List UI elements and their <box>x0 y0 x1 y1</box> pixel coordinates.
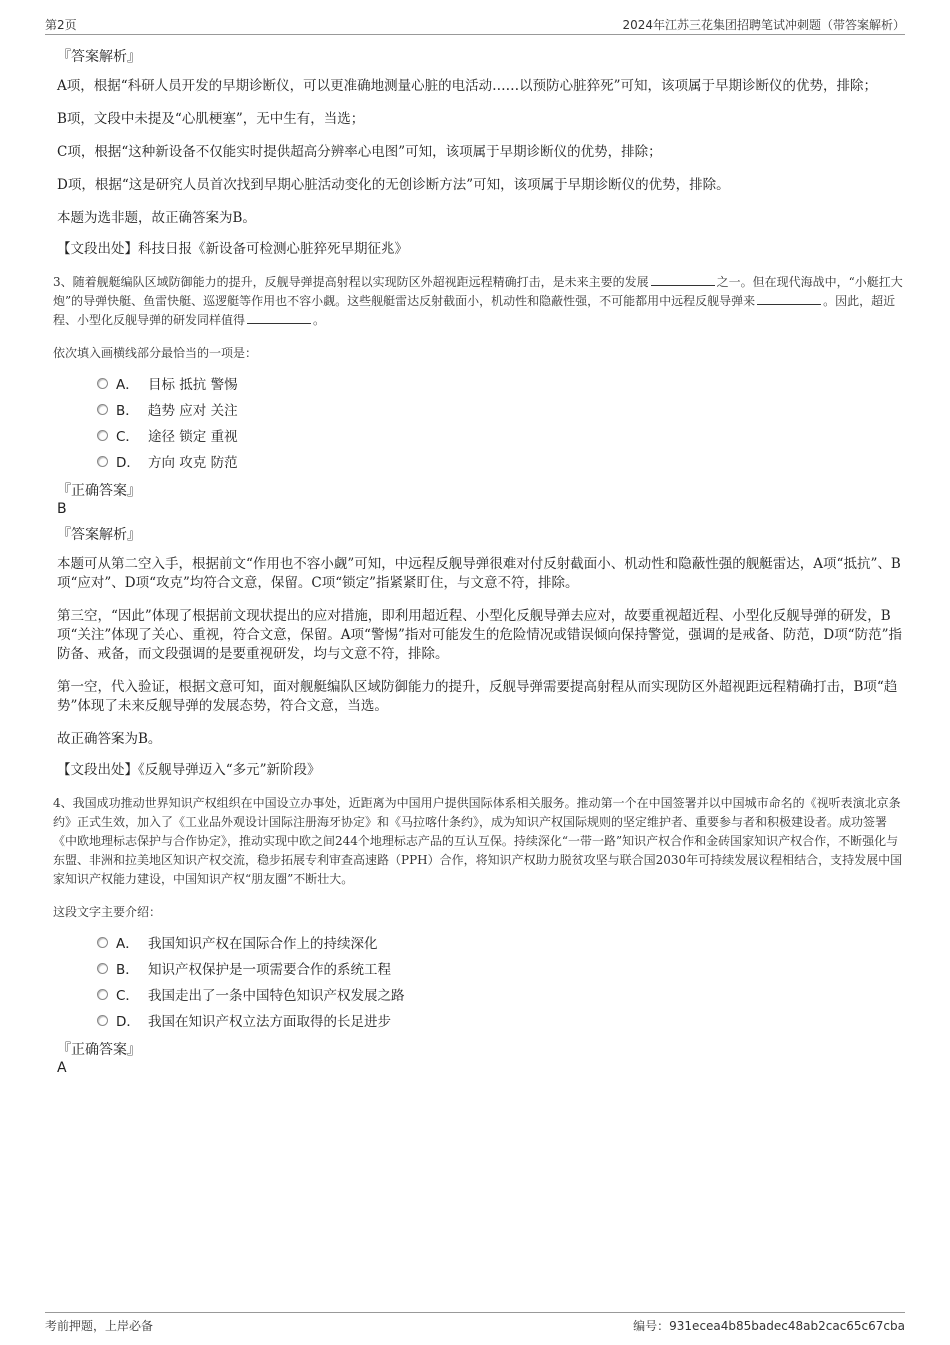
q3-option-a[interactable]: A． 目标 抵抗 警惕 <box>97 370 905 396</box>
q4-question-text: 4、我国成功推动世界知识产权组织在中国设立办事处，近距离为中国用户提供国际体系相关服务。推动第一个在中国签署并以中国城市命名的《视听表演北京条约》正式生效，加入了《工业品外观设计国际注册海牙协定》和《马拉喀什条约》，成为知识产权国际规则的坚定维护者、重要参与者和积极建设者。成功签署《中欧地理标志保护与合作协定》，推动实现中欧之间244个地理标志产品的互认互保。持续深化“一带一路”知识产权合作和金砖国家知识产权合作，不断强化与东盟、非洲和拉美地区知识产权交流，稳步拓展专利审查高速路（PPH）合作，将知识产权助力脱贫攻坚与联合国2030年可持续发展议程相结合，支持发展中国家知识产权能力建设，中国知识产权“朋友圈”不断壮大。 <box>53 796 903 886</box>
blank-line <box>757 292 821 305</box>
q3-option-d[interactable]: D． 方向 攻克 防范 <box>97 448 905 474</box>
q3-analysis-para: 本题可从第二空入手，根据前文“作用也不容小觑”可知，中远程反舰导弹很难对付反射截面小、机动性和隐蔽性强的舰艇雷达，A项“抵抗”、B项“应对”、D项“攻克”均符合文意，保留。C项“锁定”指紧紧盯住，与文意不符，排除。 <box>57 556 901 591</box>
q4-option-a[interactable]: A． 我国知识产权在国际合作上的持续深化 <box>97 929 905 955</box>
q4-prompt: 这段文字主要介绍： <box>53 905 162 919</box>
radio-button-icon[interactable] <box>97 989 108 1000</box>
page-header <box>45 14 905 35</box>
q3-source: 【文段出处】《反舰导弹迈入“多元”新阶段》 <box>57 762 321 778</box>
page-content <box>45 40 905 1077</box>
q4-option-d[interactable]: D． 我国在知识产权立法方面取得的长足进步 <box>97 1007 905 1033</box>
radio-button-icon[interactable] <box>97 430 108 441</box>
q3-option-c[interactable]: C． 途径 锁定 重视 <box>97 422 905 448</box>
radio-button-icon[interactable] <box>97 963 108 974</box>
q3-conclusion: 故正确答案为B。 <box>57 731 162 747</box>
q4-option-b[interactable]: B． 知识产权保护是一项需要合作的系统工程 <box>97 955 905 981</box>
q2-analysis-para: C项，根据“这种新设备不仅能实时提供超高分辨率心电图”可知，该项属于早期诊断仪的优势，排除； <box>57 144 662 160</box>
page-footer <box>45 1312 905 1335</box>
radio-button-icon[interactable] <box>97 404 108 415</box>
q3-analysis-para: 第三空，“因此”体现了根据前文现状提出的应对措施，即利用超近程、小型化反舰导弹去应对，故要重视超近程、小型化反舰导弹的研发，B项“关注”体现了关心、重视，符合文意，保留。A项“警惕”指对可能发生的危险情况或错误倾向保持警觉，强调的是戒备、防范，D项“防范”指防备、戒备，而文段强调的是要重视研发，均与文意不符，排除。 <box>57 608 902 662</box>
q4-answer: A <box>57 1060 67 1076</box>
q4-answer-label: 『正确答案』 <box>57 1042 141 1058</box>
q3-options <box>97 370 905 474</box>
q3-answer: B <box>57 501 67 517</box>
q4-options <box>97 929 905 1033</box>
q2-analysis-para: D项，根据“这是研究人员首次找到早期心脏活动变化的无创诊断方法”可知，该项属于早期诊断仪的优势，排除。 <box>57 177 730 193</box>
q3-analysis-label: 『答案解析』 <box>57 527 141 543</box>
radio-button-icon[interactable] <box>97 1015 108 1026</box>
q2-conclusion: 本题为选非题，故正确答案为B。 <box>57 210 256 226</box>
q3-question-text: 3、随着舰艇编队区域防御能力的提升，反舰导弹提高射程以实现防区外超视距远程精确打击，是未来主要的发展 之一。但在现代海战中，“小艇扛大炮”的导弹快艇、鱼雷快艇、巡逻艇等作用也不容小觑。这些舰艇雷达反射截面小，机动性和隐蔽性强，不可能都用中远程反舰导弹来 。因此，超近程、小型化反舰导弹的研发同样值得 。 <box>53 275 903 327</box>
page-number: 第2页 <box>45 17 77 32</box>
blank-line <box>651 273 715 286</box>
q2-analysis-para: A项，根据“科研人员开发的早期诊断仪，可以更准确地测量心脏的电活动……以预防心脏猝死”可知，该项属于早期诊断仪的优势，排除； <box>57 78 878 94</box>
document-title: 2024年江苏三花集团招聘笔试冲刺题（带答案解析） <box>622 17 905 32</box>
q3-analysis-para: 第一空，代入验证，根据文意可知，面对舰艇编队区域防御能力的提升，反舰导弹需要提高射程从而实现防区外超视距远程精确打击，B项“趋势”体现了未来反舰导弹的发展态势，符合文意，当选。 <box>57 679 898 714</box>
radio-button-icon[interactable] <box>97 937 108 948</box>
document-id: 编号：931ecea4b85badec48ab2cac65c67cba <box>633 1318 905 1333</box>
blank-line <box>247 311 311 324</box>
q2-source: 【文段出处】科技日报《新设备可检测心脏猝死早期征兆》 <box>57 241 408 257</box>
q3-answer-label: 『正确答案』 <box>57 483 141 499</box>
q2-analysis-label: 『答案解析』 <box>57 49 141 65</box>
radio-button-icon[interactable] <box>97 456 108 467</box>
radio-button-icon[interactable] <box>97 378 108 389</box>
q2-analysis-para: B项，文段中未提及“心肌梗塞”，无中生有，当选； <box>57 111 365 127</box>
q3-prompt: 依次填入画横线部分最恰当的一项是： <box>53 346 258 360</box>
footer-slogan: 考前押题，上岸必备 <box>45 1318 154 1333</box>
q4-option-c[interactable]: C． 我国走出了一条中国特色知识产权发展之路 <box>97 981 905 1007</box>
q3-option-b[interactable]: B． 趋势 应对 关注 <box>97 396 905 422</box>
